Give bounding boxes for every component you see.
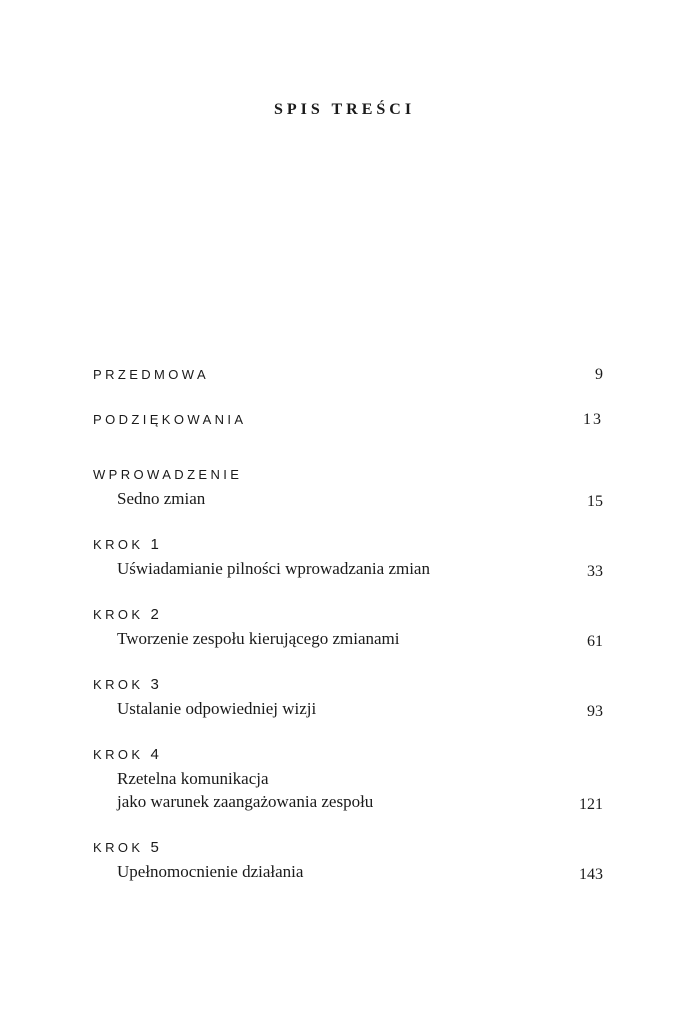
toc-entry-label	[93, 533, 603, 557]
toc-entry-krok-2[interactable]	[93, 603, 603, 650]
toc-entry-krok-1[interactable]	[93, 533, 603, 580]
toc-page-number: 15	[587, 493, 603, 510]
toc-page-number: 13	[583, 411, 603, 428]
toc-label-word: KROK	[93, 537, 144, 552]
toc-step-number: 1	[150, 536, 163, 553]
toc-page-number: 121	[579, 796, 603, 813]
toc-entry-label: WPROWADZENIE	[93, 467, 243, 482]
toc-entry-title-line-2: jako warunek zaangażowania zespołu	[117, 792, 374, 811]
toc-entry-przedmowa[interactable]	[93, 363, 603, 387]
toc-entry-wprowadzenie[interactable]	[93, 463, 603, 510]
table-of-contents	[93, 363, 603, 883]
toc-label-word: KROK	[93, 677, 144, 692]
toc-entry-title-line-1: Rzetelna komunikacja	[117, 769, 269, 788]
toc-entry-title: Ustalanie odpowiedniej wizji	[117, 699, 317, 718]
toc-entry-krok-3[interactable]	[93, 673, 603, 720]
toc-label-word: KROK	[93, 840, 144, 855]
toc-entry-label	[93, 743, 603, 767]
toc-label-word: KROK	[93, 747, 144, 762]
toc-entry-label	[93, 603, 603, 627]
toc-page-number: 61	[587, 633, 603, 650]
toc-entry-krok-5[interactable]	[93, 836, 603, 883]
toc-entry-podziekowania[interactable]	[93, 408, 603, 432]
toc-entry-title: Upełnomocnienie działania	[117, 862, 304, 881]
toc-entry-title: Uświadamianie pilności wprowadzania zmian	[117, 559, 430, 578]
toc-step-number: 2	[150, 606, 163, 623]
toc-entry-krok-4[interactable]	[93, 743, 603, 813]
toc-label-word: KROK	[93, 607, 144, 622]
toc-entry-title: Sedno zmian	[117, 489, 206, 508]
toc-page-number: 9	[595, 366, 603, 383]
toc-page-number: 33	[587, 563, 603, 580]
toc-entry-title: Tworzenie zespołu kierującego zmianami	[117, 629, 400, 648]
page-title: SPIS TREŚCI	[273, 101, 416, 118]
toc-step-number: 3	[150, 676, 163, 693]
toc-step-number: 5	[150, 839, 163, 856]
toc-entry-label: PODZIĘKOWANIA	[93, 412, 247, 427]
toc-entry-label	[93, 836, 603, 860]
toc-page-number: 93	[587, 703, 603, 720]
toc-step-number: 4	[150, 746, 163, 763]
toc-entry-label	[93, 673, 603, 697]
toc-entry-label: PRZEDMOWA	[93, 367, 210, 382]
toc-page-number: 143	[579, 866, 603, 883]
